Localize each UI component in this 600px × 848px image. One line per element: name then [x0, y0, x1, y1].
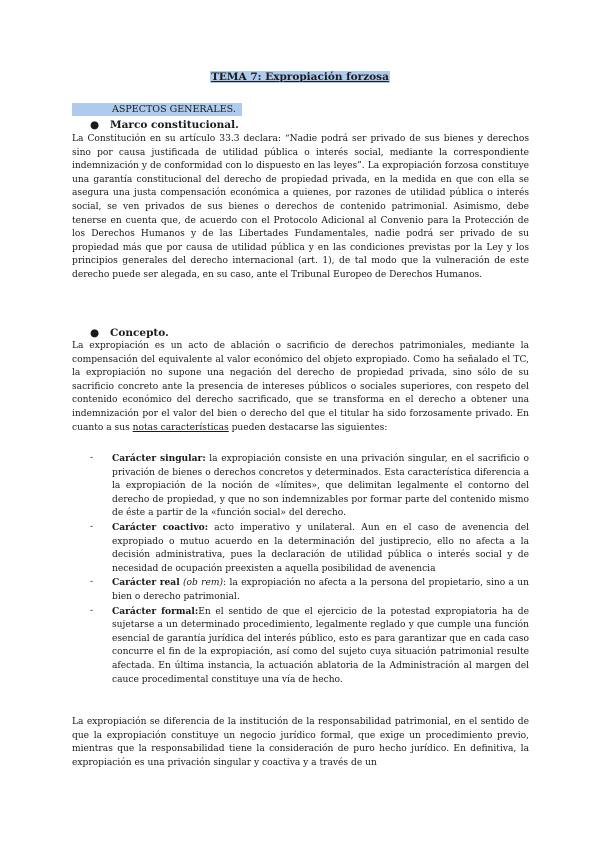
item-text: acto imperativo y unilateral. Aun en el caso de avenencia del expropiado o mutuo acuerdo en la determinación del justiprecio, ello no afecta a la decisión administrativa, pues la declaración de utilidad pública o interés social y de necesidad de ocupación preexisten a aquella posibilidad de avenencia: [112, 522, 529, 574]
item-italic: (ob rem): [182, 578, 224, 589]
section-heading-text: ASPECTOS GENERALES.: [112, 104, 236, 115]
item-text: la expropiación consiste en una privación singular, en el sacrificio o privación de bienes o derechos concretos y determinados. Esta característica diferencia a la expropiación de la noción de «límites», que delimitan legalmente el contorno del derecho de propiedad, y que no son indemnizables por formar parte del contenido mismo de éste a partir de la «función social» del derecho.: [112, 454, 529, 519]
item-label-suffix: :: [202, 453, 206, 464]
item-label-suffix: :: [194, 605, 199, 617]
closing-paragraph: La expropiación se diferencia de la institución de la responsabilidad patrimonial, en el sentido de que la expropiación constituye un negocio jurídico formal, que exige un procedimiento previo, mientras que la responsabilidad tiene la consideración de puro hecho jurídico. En definitiva, la expropiación es una privación singular y coactiva y a través de un: [72, 717, 529, 768]
concepto-text-after: pueden destacarse las siguientes:: [228, 422, 388, 433]
page-title: [0, 71, 600, 83]
item-label: Carácter real: [112, 577, 180, 589]
bullet-icon: ●: [90, 327, 100, 339]
list-item: [90, 521, 529, 576]
list-dash: -: [90, 521, 94, 532]
characteristics-list: [90, 452, 529, 687]
notas-caracteristicas-link: notas características: [132, 422, 229, 433]
marco-paragraph: La Constitución en su artículo 33.3 declara: “Nadie podrá ser privado de sus bienes y derechos sino por causa justificada de utilidad pública o interés social, mediante la correspondiente indemnización y de conformidad con lo dispuesto en las leyes”. La expropiación forzosa constituye una garantía constitucional del derecho de propiedad privada, en la medida en que con ella se asegura una justa compensación económica a quienes, por razones de utilidad pública o interés social, se ven privados de sus bienes o derechos de contenido patrimonial. Asimismo, debe tenerse en cuenta que, de acuerdo con el Protocolo Adicional al Convenio para la Protección de los Derechos Humanos y de las Libertades Fundamentales, nadie podrá ser privado de su propiedad más que por causa de utilidad pública y en las condiciones previstas por la Ley y los principios generales del derecho internacional (art. 1), de tal modo que la vulneración de este derecho puede ser alegada, en su caso, ante el Tribunal Europeo de Derechos Humanos.: [72, 134, 529, 280]
item-label: Carácter formal: [112, 605, 195, 617]
section-heading: [72, 103, 242, 116]
list-item: [90, 576, 529, 604]
list-item: [90, 452, 529, 521]
item-text: En el sentido de que el ejercicio de la potestad expropiatoria ha de sujetarse a un determinado procedimiento, legalmente reglado y que cumple una función esencial de garantía jurídica del interés público, esto es para garantizar que en cada caso concurre el fin de la expropiación, así como del sujeto cuya situación patrimonial resulte afectada. En última instancia, la actuación ablatoria de la Administración al margen del cauce procedimental constituye una vía de hecho.: [112, 606, 530, 685]
page-title-text: TEMA 7: Expropiación forzosa: [211, 71, 389, 83]
concepto-paragraph: [72, 340, 529, 435]
item-label-suffix: :: [204, 521, 209, 533]
list-dash: -: [90, 605, 94, 616]
marco-heading: Marco constitucional.: [110, 119, 239, 131]
concepto-heading: Concepto.: [110, 327, 169, 339]
list-dash: -: [90, 577, 94, 588]
item-text: : la expropiación no afecta a la persona del propietario, sino a un bien o derecho patrimonial.: [112, 578, 529, 602]
list-dash: -: [90, 453, 94, 463]
bullet-icon: ●: [90, 119, 100, 131]
item-label: Carácter coactivo: [112, 521, 205, 533]
list-item: [90, 605, 529, 688]
concepto-text-before: La expropiación es un acto de ablación o sacrificio de derechos patrimoniales, mediante la compensación del equivalente al valor económico del objeto expropiado. Como ha señalado el TC, la expropiación no supone una negación del derecho de propiedad privada, sino sólo de su sacrificio concreto ante la presencia de intereses públicos o sociales superiores, con respeto del contenido económico del derecho sacrificado, que se transforma en el derecho a obtener una indemnización por el valor del bien o derecho del que el titular ha sido forzosamente privado. En cuanto a sus: [72, 341, 529, 433]
item-label: Carácter singular: [112, 453, 203, 464]
